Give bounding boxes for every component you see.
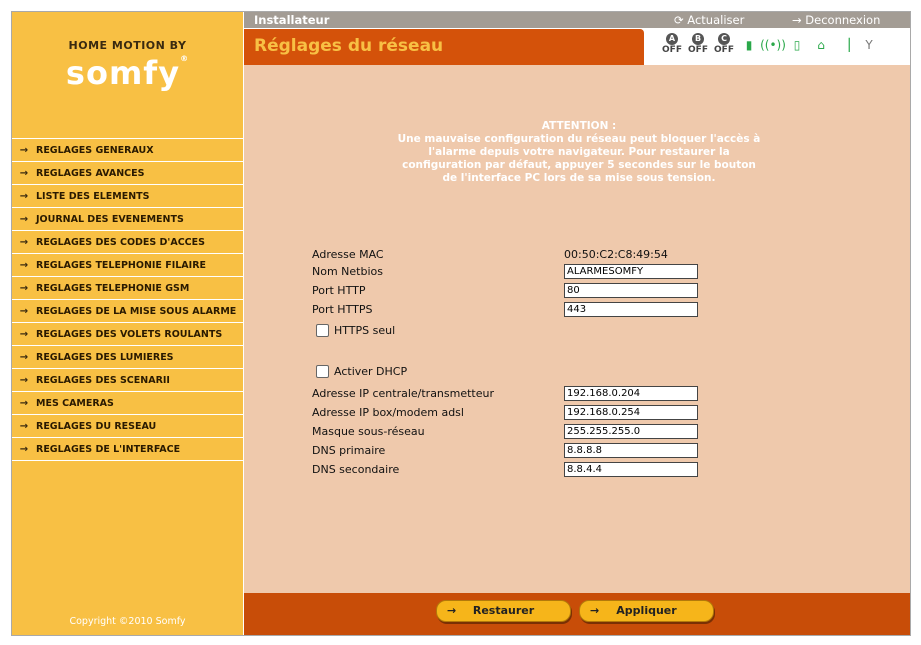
topbar xyxy=(244,12,910,28)
mac-label: Adresse MAC xyxy=(312,248,384,261)
arrow-right-icon: → xyxy=(19,213,29,225)
user-role: Installateur xyxy=(254,13,330,27)
warning-heading: ATTENTION : xyxy=(541,120,617,132)
https-only-checkbox[interactable] xyxy=(316,324,329,337)
http-port-input[interactable] xyxy=(564,283,698,298)
ip-central-label: Adresse IP centrale/transmetteur xyxy=(312,387,495,400)
menu-item-cameras[interactable]: → MES CAMERAS xyxy=(12,391,243,414)
https-only-checkbox-row[interactable] xyxy=(316,324,395,337)
arrow-right-icon: → xyxy=(19,236,29,248)
dhcp-label: Activer DHCP xyxy=(334,365,408,378)
menu-item-liste-elements[interactable]: → LISTE DES ELEMENTS xyxy=(12,184,243,207)
somfy-logo: somfy® xyxy=(65,54,190,92)
menu-item-volets-roulants[interactable]: → REGLAGES DES VOLETS ROULANTS xyxy=(12,322,243,345)
page-title: Réglages du réseau xyxy=(254,36,444,56)
apply-button[interactable]: → Appliquer xyxy=(579,600,714,622)
arrow-right-icon: → xyxy=(792,13,806,27)
arrow-right-icon: → xyxy=(19,443,29,455)
arrow-right-icon: → xyxy=(19,397,29,409)
main-content xyxy=(244,65,910,593)
https-label: Port HTTPS xyxy=(312,303,373,316)
page-header xyxy=(244,29,910,65)
sidebar xyxy=(12,12,243,635)
dns1-label: DNS primaire xyxy=(312,444,386,457)
https-only-label: HTTPS seul xyxy=(334,324,396,337)
menu-item-reglages-generaux[interactable]: → REGLAGES GENERAUX xyxy=(12,138,243,161)
warning-text: Une mauvaise configuration du réseau peut bloquer l'accès à l'alarme depuis votre navigateur. Pour restaurer la configuration par défaut, appuyer 5 secondes sur le bouton de l'interface PC lors de sa mise sous tension. xyxy=(397,133,761,184)
https-port-input[interactable] xyxy=(564,302,698,317)
action-footer xyxy=(244,593,910,635)
menu-item-telephonie-filaire[interactable]: → REGLAGES TELEPHONIE FILAIRE xyxy=(12,253,243,276)
mask-label: Masque sous-réseau xyxy=(312,425,425,438)
arrow-right-icon: → xyxy=(19,328,29,340)
arrow-right-icon: → xyxy=(590,604,600,617)
menu-item-mise-sous-alarme[interactable]: → REGLAGES DE LA MISE SOUS ALARME xyxy=(12,299,243,322)
menu-item-journal-evenements[interactable]: → JOURNAL DES EVENEMENTS xyxy=(12,207,243,230)
menu-item-lumieres[interactable]: → REGLAGES DES LUMIERES xyxy=(12,345,243,368)
refresh-icon: ⟳ xyxy=(674,13,688,27)
netbios-label: Nom Netbios xyxy=(312,265,383,278)
menu-item-reseau[interactable]: → REGLAGES DU RESEAU xyxy=(12,414,243,437)
refresh-link[interactable]: ⟳ Actualiser xyxy=(674,13,745,27)
sidebar-menu xyxy=(12,138,243,461)
battery-icon: ▮ xyxy=(745,38,753,52)
dns2-label: DNS secondaire xyxy=(312,463,400,476)
menu-item-codes-acces[interactable]: → REGLAGES DES CODES D'ACCES xyxy=(12,230,243,253)
menu-item-telephonie-gsm[interactable]: → REGLAGES TELEPHONIE GSM xyxy=(12,276,243,299)
dns1-input[interactable] xyxy=(564,443,698,458)
door-icon: ▯ xyxy=(793,38,801,52)
dhcp-checkbox-row[interactable] xyxy=(316,365,407,378)
status-bar xyxy=(662,33,878,57)
arrow-right-icon: → xyxy=(19,374,29,386)
logout-link[interactable]: → Deconnexion xyxy=(792,13,881,27)
arrow-right-icon: → xyxy=(19,259,29,271)
app-frame xyxy=(11,11,911,636)
dns2-input[interactable] xyxy=(564,462,698,477)
antenna-icon: Y xyxy=(865,38,873,52)
restore-button[interactable]: → Restaurer xyxy=(436,600,571,622)
radio-signal-icon: ((•)) xyxy=(760,38,786,52)
home-ok-icon: ⌂ xyxy=(817,38,825,52)
ip-box-label: Adresse IP box/modem adsl xyxy=(312,406,464,419)
menu-item-scenarii[interactable]: → REGLAGES DES SCENARII xyxy=(12,368,243,391)
zone-a-status: A OFF xyxy=(662,34,682,55)
arrow-right-icon: → xyxy=(19,282,29,294)
netbios-input[interactable] xyxy=(564,264,698,279)
http-label: Port HTTP xyxy=(312,284,366,297)
warning-message xyxy=(394,120,764,185)
arrow-right-icon: → xyxy=(19,190,29,202)
menu-item-interface[interactable]: → REGLAGES DE L'INTERFACE xyxy=(12,437,243,461)
sensor-icon: ▕ xyxy=(840,38,850,52)
zone-c-status: C OFF xyxy=(714,34,734,55)
brand-tagline: HOME MOTION BY xyxy=(68,39,187,52)
mask-input[interactable] xyxy=(564,424,698,439)
arrow-right-icon: → xyxy=(19,305,29,317)
arrow-right-icon: → xyxy=(19,420,29,432)
arrow-right-icon: → xyxy=(19,167,29,179)
ip-central-input[interactable] xyxy=(564,386,698,401)
menu-item-reglages-avances[interactable]: → REGLAGES AVANCES xyxy=(12,161,243,184)
arrow-right-icon: → xyxy=(19,351,29,363)
arrow-right-icon: → xyxy=(447,604,457,617)
arrow-right-icon: → xyxy=(19,144,29,156)
mac-value: 00:50:C2:C8:49:54 xyxy=(564,248,668,261)
dhcp-checkbox[interactable] xyxy=(316,365,329,378)
ip-box-input[interactable] xyxy=(564,405,698,420)
copyright: Copyright ©2010 Somfy xyxy=(69,616,186,627)
zone-b-status: B OFF xyxy=(688,34,708,55)
page-title-tab xyxy=(244,29,644,65)
